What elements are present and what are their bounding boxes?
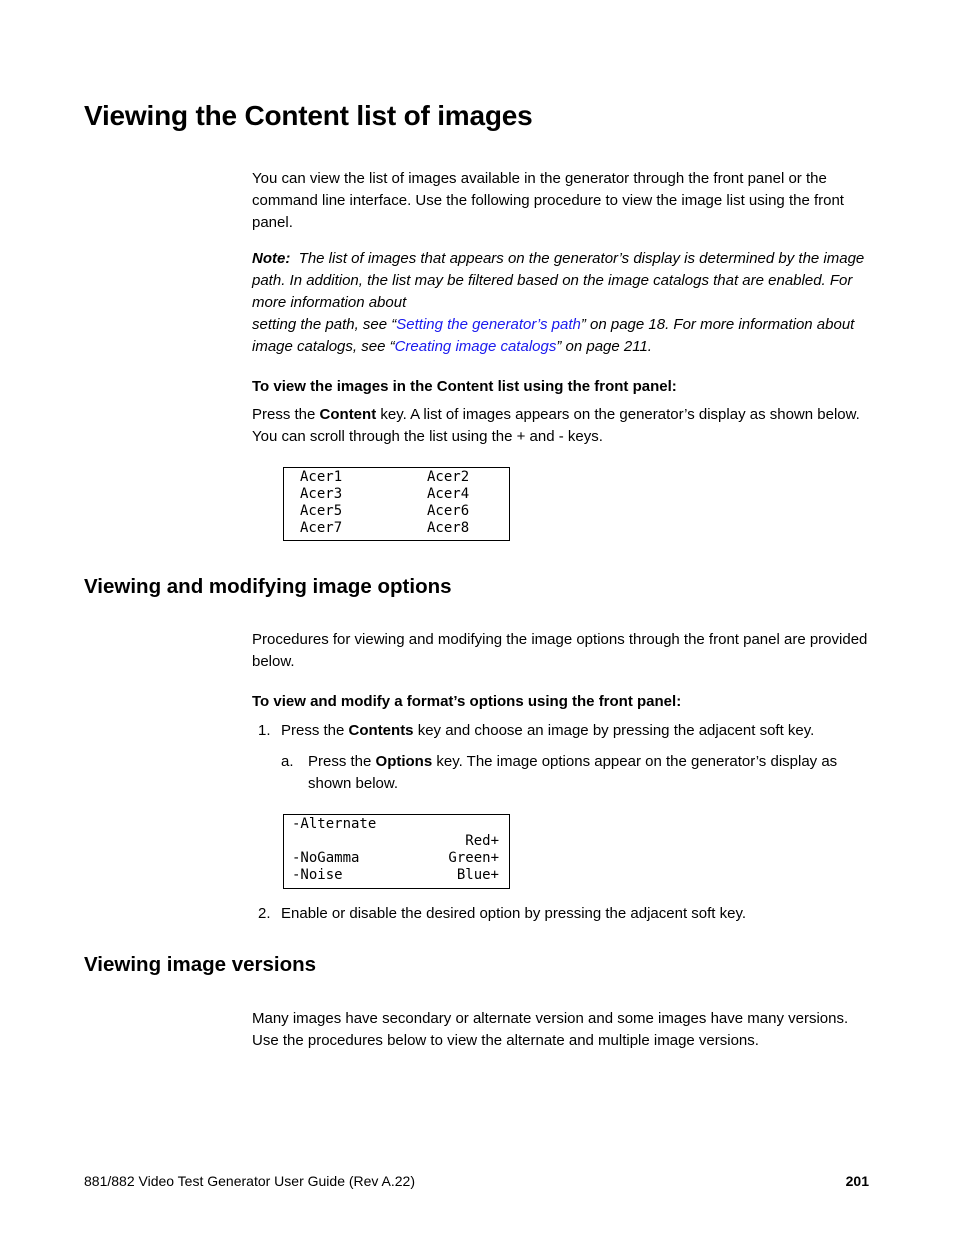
step-1-post: key and choose an image by pressing the adjacent soft key. [413,722,815,739]
intro-paragraph: You can view the list of images available in the generator through the front panel or the command line interface. Use the following procedure to view the image list using the front panel. [252,170,844,231]
note-text-2b: ” on page 18. For more information about image catalogs, see “ [252,316,855,355]
image-options-intro: Procedures for viewing and modifying the image options through the front panel are provided below. [252,631,868,670]
step-pre: Press the [252,406,320,423]
note-text-2a: setting the path, see “ [252,316,397,333]
lcd-row [300,520,499,537]
key-contents: Contents [348,722,414,739]
procedure-step-content [252,404,872,448]
lcd-cell-right: Acer2 [427,469,470,485]
step-2-text: Enable or disable the desired option by pressing the adjacent soft key. [281,905,747,922]
step-number-2: 2. [258,905,271,922]
lcd-row [300,469,499,486]
step-letter-a: a. [281,753,294,770]
lcd-cell-left: Acer7 [300,520,343,536]
note-paragraph [252,248,872,358]
lcd-cell-left: Acer3 [300,486,343,502]
image-versions-intro: Many images have secondary or alternate version and some images have many versions. Use the procedures below to view the alternate and multiple image versions. [252,1010,849,1049]
step-post: key. A list of images appears on the generator’s display as shown below. You can scroll through the list using the + and - keys. [252,406,860,445]
note-text-1: The list of images that appears on the generator’s display is determined by the image path. In addition, the list may be filtered based on the image catalogs that are enabled. For more information about [252,250,865,311]
key-content: Content [319,406,377,423]
note-label: Note: [252,250,291,267]
section-heading-image-options: Viewing and modifying image options [84,575,452,598]
step-1a-text [308,751,868,795]
lcd-row [292,867,499,884]
lcd-row [292,816,499,833]
link-creating-catalogs[interactable]: Creating image catalogs [394,338,557,355]
step-1-text [281,720,871,742]
lcd-cell-left: -Alternate [292,816,377,832]
lcd-display-content-list [283,467,510,541]
lcd-cell-right: Acer6 [427,503,470,519]
lcd-cell-right: Green+ [448,850,499,866]
lcd-cell-left: Acer5 [300,503,343,519]
procedure-heading-format-options: To view and modify a format’s options using the front panel: [252,693,682,710]
lcd-display-image-options [283,814,510,889]
section-heading-image-versions: Viewing image versions [84,953,317,976]
lcd-row [292,850,499,867]
lcd-row [292,833,499,850]
lcd-cell-right: Acer4 [427,486,470,502]
step-number-1: 1. [258,722,271,739]
lcd-cell-right: Acer8 [427,520,470,536]
key-options: Options [375,753,433,770]
procedure-heading-content-list: To view the images in the Content list using the front panel: [252,378,677,395]
page-title: Viewing the Content list of images [84,100,533,131]
footer-page-number: 201 [845,1173,869,1189]
step-1a-post: key. The image options appear on the generator’s display as shown below. [308,753,838,792]
lcd-cell-left: -Noise [292,867,343,883]
lcd-row [300,503,499,520]
lcd-cell-left: Acer1 [300,469,343,485]
footer-document-title: 881/882 Video Test Generator User Guide (Rev A.22) [84,1173,416,1189]
lcd-cell-right: Red+ [465,833,499,849]
link-setting-path[interactable]: Setting the generator’s path [396,316,581,333]
note-text-2c: ” on page 211. [556,338,652,355]
lcd-cell-left: -NoGamma [292,850,360,866]
step-1-pre: Press the [281,722,349,739]
lcd-row [300,486,499,503]
step-1a-pre: Press the [308,753,376,770]
lcd-cell-right: Blue+ [456,867,499,883]
